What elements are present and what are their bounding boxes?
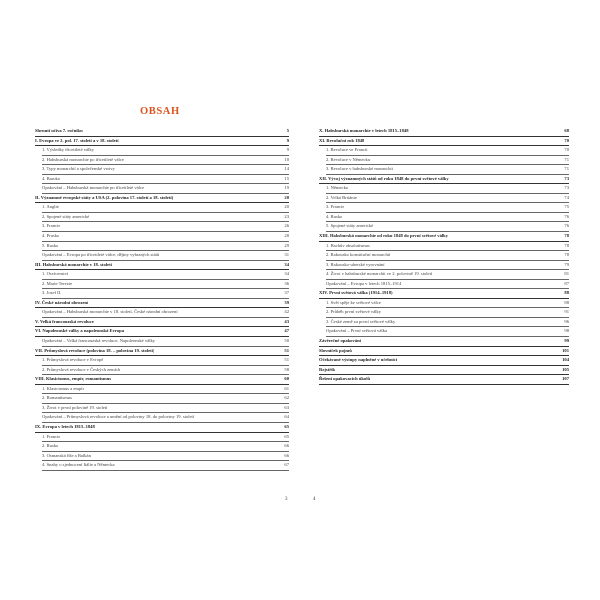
toc-subentry bbox=[326, 251, 569, 261]
toc-entry-page: 91 bbox=[564, 309, 569, 315]
toc-entry-page: 34 bbox=[284, 261, 289, 267]
toc-subentry bbox=[42, 308, 289, 318]
toc-entry-page: 65 bbox=[284, 423, 289, 429]
toc-entry-page: 105 bbox=[562, 366, 569, 372]
toc-entry-page: 23 bbox=[284, 213, 289, 219]
toc-entry-page: 79 bbox=[564, 261, 569, 267]
toc-entry-title: X. Habsburská monarchie v letech 1815–1848 bbox=[319, 128, 409, 133]
toc-subentry bbox=[42, 165, 289, 175]
toc-subentry bbox=[42, 280, 289, 290]
toc-subentry bbox=[42, 461, 289, 471]
toc-entry-page: 9 bbox=[286, 147, 289, 153]
toc-subentry bbox=[42, 242, 289, 252]
toc-entry-title: Opakování – Velká francouzská revoluce, Napoleonské války bbox=[42, 338, 156, 344]
toc-chapter-entry bbox=[319, 175, 569, 185]
toc-subentry bbox=[326, 184, 569, 194]
toc-entry-page: 74 bbox=[564, 194, 569, 200]
toc-chapter-entry bbox=[319, 232, 569, 242]
toc-entry-title: 3. Francie bbox=[42, 223, 61, 229]
toc-subentry bbox=[42, 203, 289, 213]
toc-entry-title: 4. Snahy o sjednocení Itálie a Německa bbox=[42, 462, 115, 468]
toc-chapter-entry bbox=[35, 194, 289, 204]
toc-subentry bbox=[326, 308, 569, 318]
toc-chapter-entry bbox=[35, 127, 289, 137]
toc-subentry bbox=[326, 327, 569, 337]
toc-entry-page: 51 bbox=[284, 347, 289, 353]
toc-subentry bbox=[42, 442, 289, 452]
toc-subentry bbox=[326, 270, 569, 280]
toc-entry-title: Opakování – První světová válka bbox=[326, 328, 387, 334]
toc-entry-page: 5 bbox=[286, 128, 289, 133]
toc-entry-page: 66 bbox=[284, 443, 289, 449]
toc-subentry bbox=[42, 156, 289, 166]
toc-chapter-entry bbox=[319, 356, 569, 366]
toc-entry-page: 73 bbox=[564, 175, 569, 181]
toc-entry-page: 101 bbox=[562, 347, 569, 353]
toc-subentry bbox=[42, 356, 289, 366]
toc-entry-title: 2. Habsburská monarchie po třicetileté válce bbox=[42, 156, 124, 162]
toc-subentry bbox=[42, 270, 289, 280]
toc-entry-title: 3. Osmanská říše a Balkán bbox=[42, 452, 91, 458]
toc-chapter-entry bbox=[319, 347, 569, 357]
toc-entry-title: 2. Revoluce v Německu bbox=[326, 156, 371, 162]
toc-entry-page: 71 bbox=[564, 166, 569, 172]
toc-entry-page: 66 bbox=[284, 452, 289, 458]
toc-entry-title: XII. Vývoj významných států od roku 1848 do první světové války bbox=[319, 175, 449, 181]
toc-entry-title: 1. Francie bbox=[42, 433, 61, 439]
toc-subentry bbox=[326, 213, 569, 223]
toc-chapter-entry bbox=[319, 366, 569, 376]
toc-subentry bbox=[326, 222, 569, 232]
toc-subentry bbox=[42, 366, 289, 376]
toc-subentry bbox=[42, 433, 289, 443]
toc-entry-title: 2. Rakousko konstituční monarchií bbox=[326, 252, 391, 258]
toc-entry-page: 29 bbox=[284, 242, 289, 248]
page-number-left: 3 bbox=[285, 497, 288, 502]
toc-entry-title: Řešení opakovacích úkolů bbox=[319, 376, 371, 382]
toc-entry-title: IX. Evropa v letech 1815–1848 bbox=[35, 423, 95, 429]
toc-entry-page: 10 bbox=[284, 156, 289, 162]
toc-subentry bbox=[42, 146, 289, 156]
toc-entry-title: 4. Život v habsburské monarchii ve 2. polovině 19. století bbox=[326, 271, 433, 277]
toc-subentry bbox=[42, 404, 289, 414]
toc-heading: OBSAH bbox=[140, 106, 180, 117]
toc-entry-title: 1. Osvícenství bbox=[42, 271, 69, 277]
toc-subentry bbox=[42, 385, 289, 395]
toc-entry-page: 9 bbox=[286, 137, 289, 143]
toc-entry-title: 2. Spojené státy americké bbox=[42, 213, 90, 219]
toc-chapter-entry bbox=[319, 289, 569, 299]
page-number-right: 4 bbox=[313, 497, 316, 502]
toc-entry-title: XIII. Habsburská monarchie od roku 1848 do první světové války bbox=[319, 233, 448, 239]
toc-entry-page: 34 bbox=[284, 271, 289, 277]
toc-entry-page: 65 bbox=[284, 433, 289, 439]
toc-entry-page: 63 bbox=[284, 404, 289, 410]
toc-entry-page: 58 bbox=[284, 366, 289, 372]
toc-entry-page: 43 bbox=[284, 318, 289, 324]
toc-entry-title: Opakování – Habsburská monarchie po třicetileté válce bbox=[42, 185, 145, 191]
toc-subentry bbox=[42, 337, 289, 347]
toc-subentry bbox=[326, 156, 569, 166]
toc-subentry bbox=[326, 299, 569, 309]
toc-entry-title: 1. Výsledky třicetileté války bbox=[42, 147, 94, 153]
toc-entry-title: 2. Průmyslová revoluce v Českých zemích bbox=[42, 366, 121, 372]
toc-entry-page: 64 bbox=[284, 414, 289, 420]
toc-entry-title: 4. Prusko bbox=[42, 233, 60, 239]
toc-entry-page: 76 bbox=[564, 213, 569, 219]
toc-subentry bbox=[326, 194, 569, 204]
toc-subentry bbox=[42, 213, 289, 223]
toc-chapter-entry bbox=[35, 375, 289, 385]
toc-entry-page: 14 bbox=[284, 166, 289, 172]
toc-subentry bbox=[326, 261, 569, 271]
toc-entry-title: 1. Klasicismus a empír bbox=[42, 385, 85, 391]
toc-entry-page: 104 bbox=[562, 357, 569, 363]
toc-entry-page: 87 bbox=[564, 280, 569, 286]
toc-chapter-entry bbox=[35, 318, 289, 328]
toc-entry-title: Opakování – Průmyslová revoluce a umění od poloviny 18. do poloviny 19. století bbox=[42, 414, 195, 420]
toc-entry-page: 88 bbox=[564, 299, 569, 305]
toc-entry-title: 1. Bachův absolutismus bbox=[326, 242, 370, 248]
toc-chapter-entry bbox=[319, 127, 569, 137]
toc-entry-page: 19 bbox=[284, 185, 289, 191]
toc-entry-title: 1. Revoluce ve Francii bbox=[326, 147, 368, 153]
toc-entry-title: 2. Průběh první světové války bbox=[326, 309, 381, 315]
toc-entry-page: 99 bbox=[564, 338, 569, 344]
toc-entry-title: Závěrečné opakování bbox=[319, 338, 361, 344]
toc-chapter-entry bbox=[35, 299, 289, 309]
toc-entry-title: XI. Revoluční rok 1848 bbox=[319, 137, 365, 143]
toc-entry-title: Opakování – Habsburská monarchie v 18. století, České národní obrození bbox=[42, 309, 178, 315]
toc-subentry bbox=[326, 146, 569, 156]
toc-entry-title: 3. Život v první polovině 19. století bbox=[42, 404, 108, 410]
toc-subentry bbox=[326, 318, 569, 328]
toc-subentry bbox=[326, 242, 569, 252]
toc-entry-title: Shrnutí učiva 7. ročníku bbox=[35, 128, 83, 133]
toc-entry-page: 81 bbox=[564, 271, 569, 277]
toc-subentry bbox=[326, 280, 569, 290]
toc-entry-title: 3. Rakousko-uherské vyrovnání bbox=[326, 261, 385, 267]
toc-entry-title: 5. Spojené státy americké bbox=[326, 223, 374, 229]
toc-entry-page: 51 bbox=[284, 357, 289, 363]
toc-entry-title: 2. Rusko bbox=[42, 443, 59, 449]
toc-subentry bbox=[42, 251, 289, 261]
toc-entry-page: 88 bbox=[564, 290, 569, 296]
toc-entry-title: Opakování – Evropa po třicetileté válce, dějiny vybraných států bbox=[42, 252, 160, 258]
toc-entry-title: 2. Romantismus bbox=[42, 395, 72, 401]
toc-entry-page: 39 bbox=[284, 299, 289, 305]
toc-subentry bbox=[42, 289, 289, 299]
toc-chapter-entry bbox=[319, 137, 569, 147]
toc-entry-title: 1. Německo bbox=[326, 185, 349, 191]
toc-entry-title: I. Evropa ve 2. pol. 17. století a v 18. století bbox=[35, 137, 119, 143]
toc-entry-page: 78 bbox=[564, 233, 569, 239]
toc-entry-title: Očekávané výstupy naplněné v učebnici bbox=[319, 357, 398, 363]
toc-entry-page: 61 bbox=[284, 385, 289, 391]
toc-entry-page: 62 bbox=[284, 395, 289, 401]
toc-entry-title: 2. Velká Británie bbox=[326, 194, 357, 200]
toc-subentry bbox=[42, 413, 289, 423]
toc-chapter-entry bbox=[35, 327, 289, 337]
toc-subentry bbox=[42, 184, 289, 194]
toc-entry-title: 1. Svět spěje ke světové válce bbox=[326, 299, 381, 305]
toc-entry-title: II. Významné evropské státy a USA (2. polovina 17. století a 18. století) bbox=[35, 194, 174, 200]
toc-entry-page: 26 bbox=[284, 223, 289, 229]
toc-entry-title: 1. Anglie bbox=[42, 204, 59, 210]
toc-entry-title: VIII. Klasicismus, empír, romantismus bbox=[35, 376, 112, 382]
toc-entry-page: 107 bbox=[562, 376, 569, 382]
toc-chapter-entry bbox=[319, 375, 569, 385]
toc-entry-page: 75 bbox=[564, 204, 569, 210]
toc-entry-title: III. Habsburská monarchie v 18. století bbox=[35, 261, 112, 267]
toc-chapter-entry bbox=[35, 137, 289, 147]
toc-entry-title: 3. Typy monarchií a společenské vrstvy bbox=[42, 166, 115, 172]
toc-entry-page: 50 bbox=[284, 338, 289, 344]
toc-subentry bbox=[42, 394, 289, 404]
toc-chapter-entry bbox=[35, 347, 289, 357]
toc-entry-title: 3. Francie bbox=[326, 204, 345, 210]
toc-entry-page: 60 bbox=[284, 376, 289, 382]
toc-entry-page: 67 bbox=[284, 462, 289, 468]
toc-entry-page: 15 bbox=[284, 175, 289, 181]
toc-entry-page: 28 bbox=[284, 233, 289, 239]
toc-subentry bbox=[326, 165, 569, 175]
toc-chapter-entry bbox=[35, 423, 289, 433]
toc-right-column bbox=[319, 127, 569, 385]
toc-subentry bbox=[42, 222, 289, 232]
toc-entry-title: 4. Rusko bbox=[326, 213, 343, 219]
toc-entry-title: 3. Revoluce v habsburské monarchii bbox=[326, 166, 393, 172]
toc-entry-page: 76 bbox=[564, 223, 569, 229]
toc-chapter-entry bbox=[319, 337, 569, 347]
toc-entry-page: 36 bbox=[284, 280, 289, 286]
toc-entry-title: VII. Průmyslová revoluce (polovina 18. – polovina 19. století) bbox=[35, 347, 155, 353]
toc-entry-page: 47 bbox=[284, 328, 289, 334]
toc-entry-title: 1. Průmyslová revoluce v Evropě bbox=[42, 357, 104, 363]
toc-subentry bbox=[42, 452, 289, 462]
toc-entry-page: 70 bbox=[564, 147, 569, 153]
toc-subentry bbox=[42, 175, 289, 185]
toc-entry-page: 78 bbox=[564, 252, 569, 258]
toc-entry-page: 42 bbox=[284, 309, 289, 315]
toc-entry-page: 70 bbox=[564, 137, 569, 143]
toc-entry-title: 5. Rusko bbox=[42, 242, 59, 248]
toc-entry-title: 2. Marie Terezie bbox=[42, 280, 73, 286]
toc-entry-page: 37 bbox=[284, 290, 289, 296]
toc-entry-title: Slovníček pojmů bbox=[319, 347, 352, 353]
toc-entry-title: XIV. První světová válka (1914–1918) bbox=[319, 290, 393, 296]
toc-entry-page: 78 bbox=[564, 242, 569, 248]
toc-subentry bbox=[42, 232, 289, 242]
toc-entry-page: 96 bbox=[564, 318, 569, 324]
toc-entry-page: 31 bbox=[284, 252, 289, 258]
toc-entry-title: IV. České národní obrození bbox=[35, 299, 89, 305]
toc-chapter-entry bbox=[35, 261, 289, 271]
toc-entry-page: 98 bbox=[564, 328, 569, 334]
toc-entry-title: 3. Josef II. bbox=[42, 290, 62, 296]
toc-entry-page: 68 bbox=[564, 128, 569, 133]
toc-entry-page: 20 bbox=[284, 204, 289, 210]
toc-entry-title: VI. Napoleonské války a napoleonská Evropa bbox=[35, 328, 125, 334]
toc-subentry bbox=[326, 203, 569, 213]
toc-entry-title: V. Velká francouzská revoluce bbox=[35, 318, 94, 324]
toc-entry-title: 4. Baroko bbox=[42, 175, 61, 181]
toc-entry-page: 73 bbox=[564, 185, 569, 191]
toc-entry-page: 20 bbox=[284, 194, 289, 200]
toc-left-column bbox=[35, 127, 289, 471]
toc-entry-page: 71 bbox=[564, 156, 569, 162]
toc-entry-title: Rejstřík bbox=[319, 366, 336, 372]
toc-entry-title: Opakování – Evropa v letech 1815–1914 bbox=[326, 280, 402, 286]
toc-entry-title: 3. České země za první světové války bbox=[326, 318, 396, 324]
